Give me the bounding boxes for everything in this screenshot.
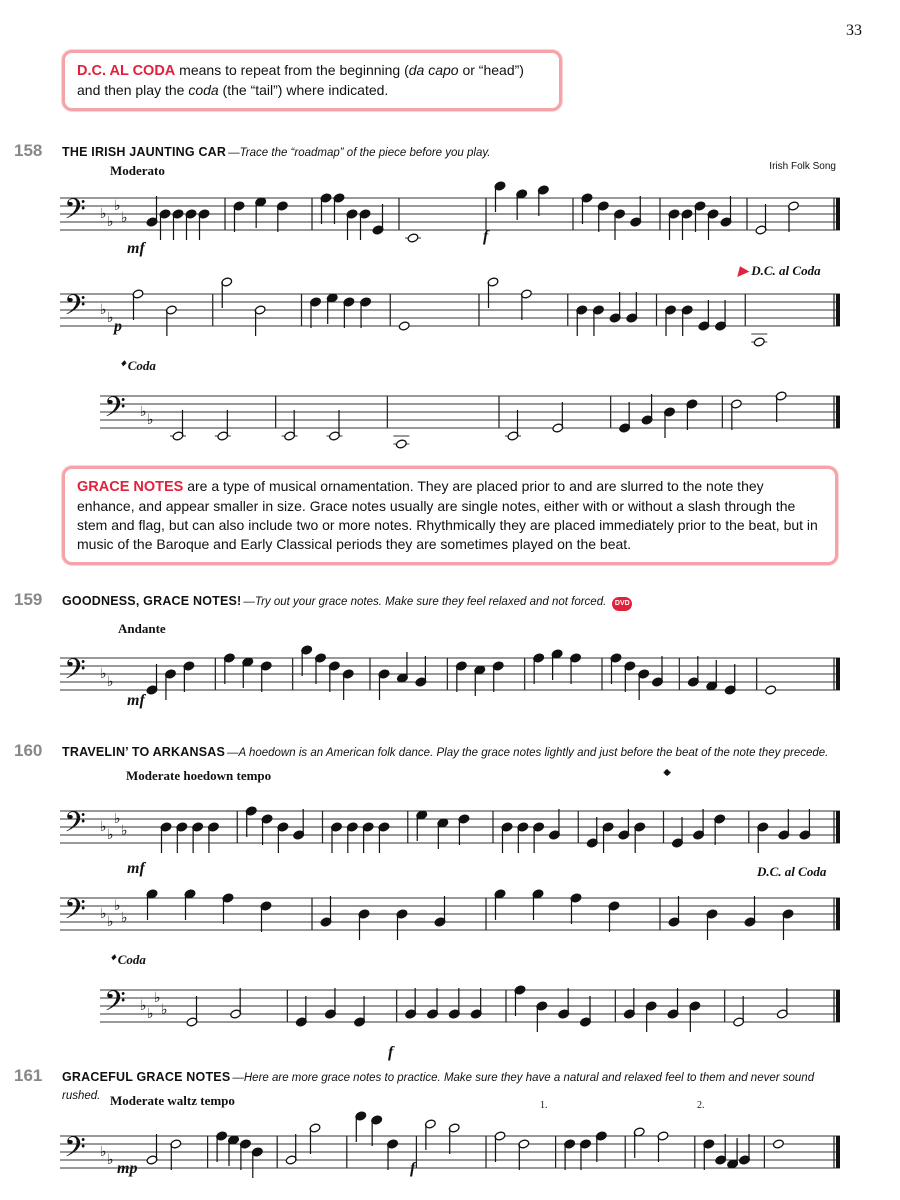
- note-head: [398, 321, 410, 331]
- coda-text: Coda: [127, 358, 156, 373]
- tempo-marking: Andante: [118, 621, 166, 636]
- bass-clef-icon: 𝄢: [64, 893, 86, 933]
- bass-clef-icon: 𝄢: [104, 391, 126, 431]
- dynamic-p: p: [114, 318, 122, 335]
- bass-clef-icon: 𝄢: [64, 289, 86, 329]
- note-head: [772, 1139, 784, 1149]
- dynamic-f: f: [388, 1044, 394, 1061]
- bass-clef-icon: 𝄢: [104, 985, 126, 1025]
- dvd-icon[interactable]: DVD: [612, 597, 632, 611]
- bass-clef-icon: 𝄢: [64, 193, 86, 233]
- staff-160-2: [60, 880, 840, 950]
- song-source: Irish Folk Song: [769, 161, 836, 172]
- exercise-title: GOODNESS, GRACE NOTES!: [62, 594, 242, 608]
- bass-clef-icon: 𝄢: [64, 653, 86, 693]
- final-bar-line: [836, 898, 840, 930]
- dc-al-coda-callout: [62, 50, 562, 111]
- dc-label: D.C. al Coda: [751, 263, 821, 278]
- flat-icon: ♭: [140, 998, 147, 1014]
- flat-icon: ♭: [100, 302, 107, 318]
- grace-notes-callout: [62, 466, 838, 565]
- exercise-title: THE IRISH JAUNTING CAR: [62, 145, 227, 159]
- note-head: [407, 233, 419, 243]
- exercise-title: TRAVELIN’ TO ARKANSAS: [62, 745, 226, 759]
- flat-icon: ♭: [114, 198, 121, 214]
- exercise-number: 161: [14, 1066, 43, 1085]
- callout-italic: coda: [188, 82, 219, 98]
- flat-icon: ♭: [161, 1002, 168, 1018]
- staff-160-coda: [100, 972, 840, 1042]
- flat-icon: ♭: [107, 827, 114, 843]
- exercise-title: GRACEFUL GRACE NOTES: [62, 1070, 231, 1084]
- flat-icon: ♭: [100, 1144, 107, 1160]
- flat-icon: ♭: [154, 990, 161, 1006]
- staff-159: [60, 640, 840, 700]
- callout-text: means to repeat from the beginning (: [175, 62, 409, 78]
- flat-icon: ♭: [140, 404, 147, 420]
- flat-icon: ♭: [121, 910, 128, 926]
- second-ending-label: 2.: [697, 1100, 705, 1111]
- exercise-description: —Trace the “roadmap” of the piece before you play.: [228, 147, 491, 159]
- dynamic-mf: mf: [127, 860, 145, 877]
- flat-icon: ♭: [107, 214, 114, 230]
- flat-icon: ♭: [114, 898, 121, 914]
- staff-158-1: [60, 180, 840, 260]
- flat-icon: ♭: [107, 310, 114, 326]
- dynamic-f: f: [410, 1160, 416, 1177]
- grace-notes-text: are a type of musical ornamentation. They are placed prior to and are slurred to the note they enhance, and appear smaller in size. Grace notes usually are single notes, either with or without a slash through the stem and flag, but can also include two or more notes. Rhythmically they are placed immediately prior to the beat, but in music of the Baroque and Early Classical periods they are sometimes played on the beat.: [77, 478, 818, 552]
- staff-158-2: [60, 276, 840, 346]
- coda-icon: 𝄌: [110, 952, 115, 967]
- tempo-marking: Moderato: [110, 163, 165, 178]
- exercise-number: 158: [14, 141, 43, 160]
- flat-icon: ♭: [114, 811, 121, 827]
- dc-arrow-icon: ▶: [738, 263, 748, 278]
- exercise-description: —Here are more grace notes to practice. Make sure they have a natural and relaxed feel to them and never sound rushed.: [62, 1072, 815, 1102]
- flat-icon: ♭: [107, 674, 114, 690]
- final-bar-line: [836, 811, 840, 843]
- final-bar-line: [836, 990, 840, 1022]
- dynamic-mp: mp: [117, 1160, 138, 1177]
- exercise-160-header: [14, 741, 828, 761]
- coda-text: Coda: [117, 952, 146, 967]
- dc-al-coda-term: D.C. AL CODA: [77, 63, 176, 79]
- grace-notes-term: GRACE NOTES: [77, 479, 184, 495]
- flat-icon: ♭: [147, 1006, 154, 1022]
- coda-icon: 𝄌: [664, 766, 671, 786]
- flat-icon: ♭: [107, 1152, 114, 1168]
- exercise-description: —Try out your grace notes. Make sure they feel relaxed and not forced.: [243, 596, 607, 608]
- page-number: 33: [846, 22, 862, 39]
- staff-161: [60, 1118, 840, 1188]
- bass-clef-icon: 𝄢: [64, 806, 86, 846]
- first-ending-label: 1.: [540, 1100, 548, 1111]
- flat-icon: ♭: [100, 206, 107, 222]
- callout-text: (the “tail”) where indicated.: [218, 82, 389, 98]
- flat-icon: ♭: [121, 823, 128, 839]
- note-head: [395, 439, 407, 449]
- flat-icon: ♭: [100, 819, 107, 835]
- flat-icon: ♭: [100, 906, 107, 922]
- callout-italic: da capo: [408, 62, 459, 78]
- exercise-158-header: [14, 141, 490, 161]
- note-head: [753, 337, 765, 347]
- coda-icon: 𝄌: [120, 358, 125, 373]
- dynamic-mf: mf: [127, 692, 145, 709]
- exercise-number: 160: [14, 741, 43, 760]
- coda-label: [110, 952, 146, 968]
- flat-icon: ♭: [107, 914, 114, 930]
- tempo-marking: Moderate hoedown tempo: [126, 768, 272, 783]
- flat-icon: ♭: [100, 666, 107, 682]
- final-bar-line: [836, 294, 840, 326]
- staff-158-coda: [100, 378, 840, 448]
- dynamic-mf: mf: [127, 240, 145, 257]
- final-bar-line: [836, 198, 840, 230]
- callout-text: and then play the: [77, 82, 189, 98]
- coda-label: [120, 358, 156, 374]
- final-bar-line: [836, 658, 840, 690]
- exercise-number: 159: [14, 590, 43, 609]
- flat-icon: ♭: [147, 412, 154, 428]
- callout-text: or “head”): [458, 62, 524, 78]
- note-head: [765, 685, 777, 695]
- dc-al-coda-marking: D.C. al Coda: [757, 864, 827, 879]
- dynamic-f: f: [483, 228, 489, 245]
- exercise-159-header: [14, 590, 632, 611]
- exercise-description: —A hoedown is an American folk dance. Play the grace notes lightly and just before the beat of the note they precede.: [227, 747, 829, 759]
- final-bar-line: [836, 396, 840, 428]
- bass-clef-icon: 𝄢: [64, 1131, 86, 1171]
- flat-icon: ♭: [121, 210, 128, 226]
- staff-160-1: [60, 793, 840, 863]
- final-bar-line: [836, 1136, 840, 1168]
- tempo-marking: Moderate waltz tempo: [110, 1093, 235, 1108]
